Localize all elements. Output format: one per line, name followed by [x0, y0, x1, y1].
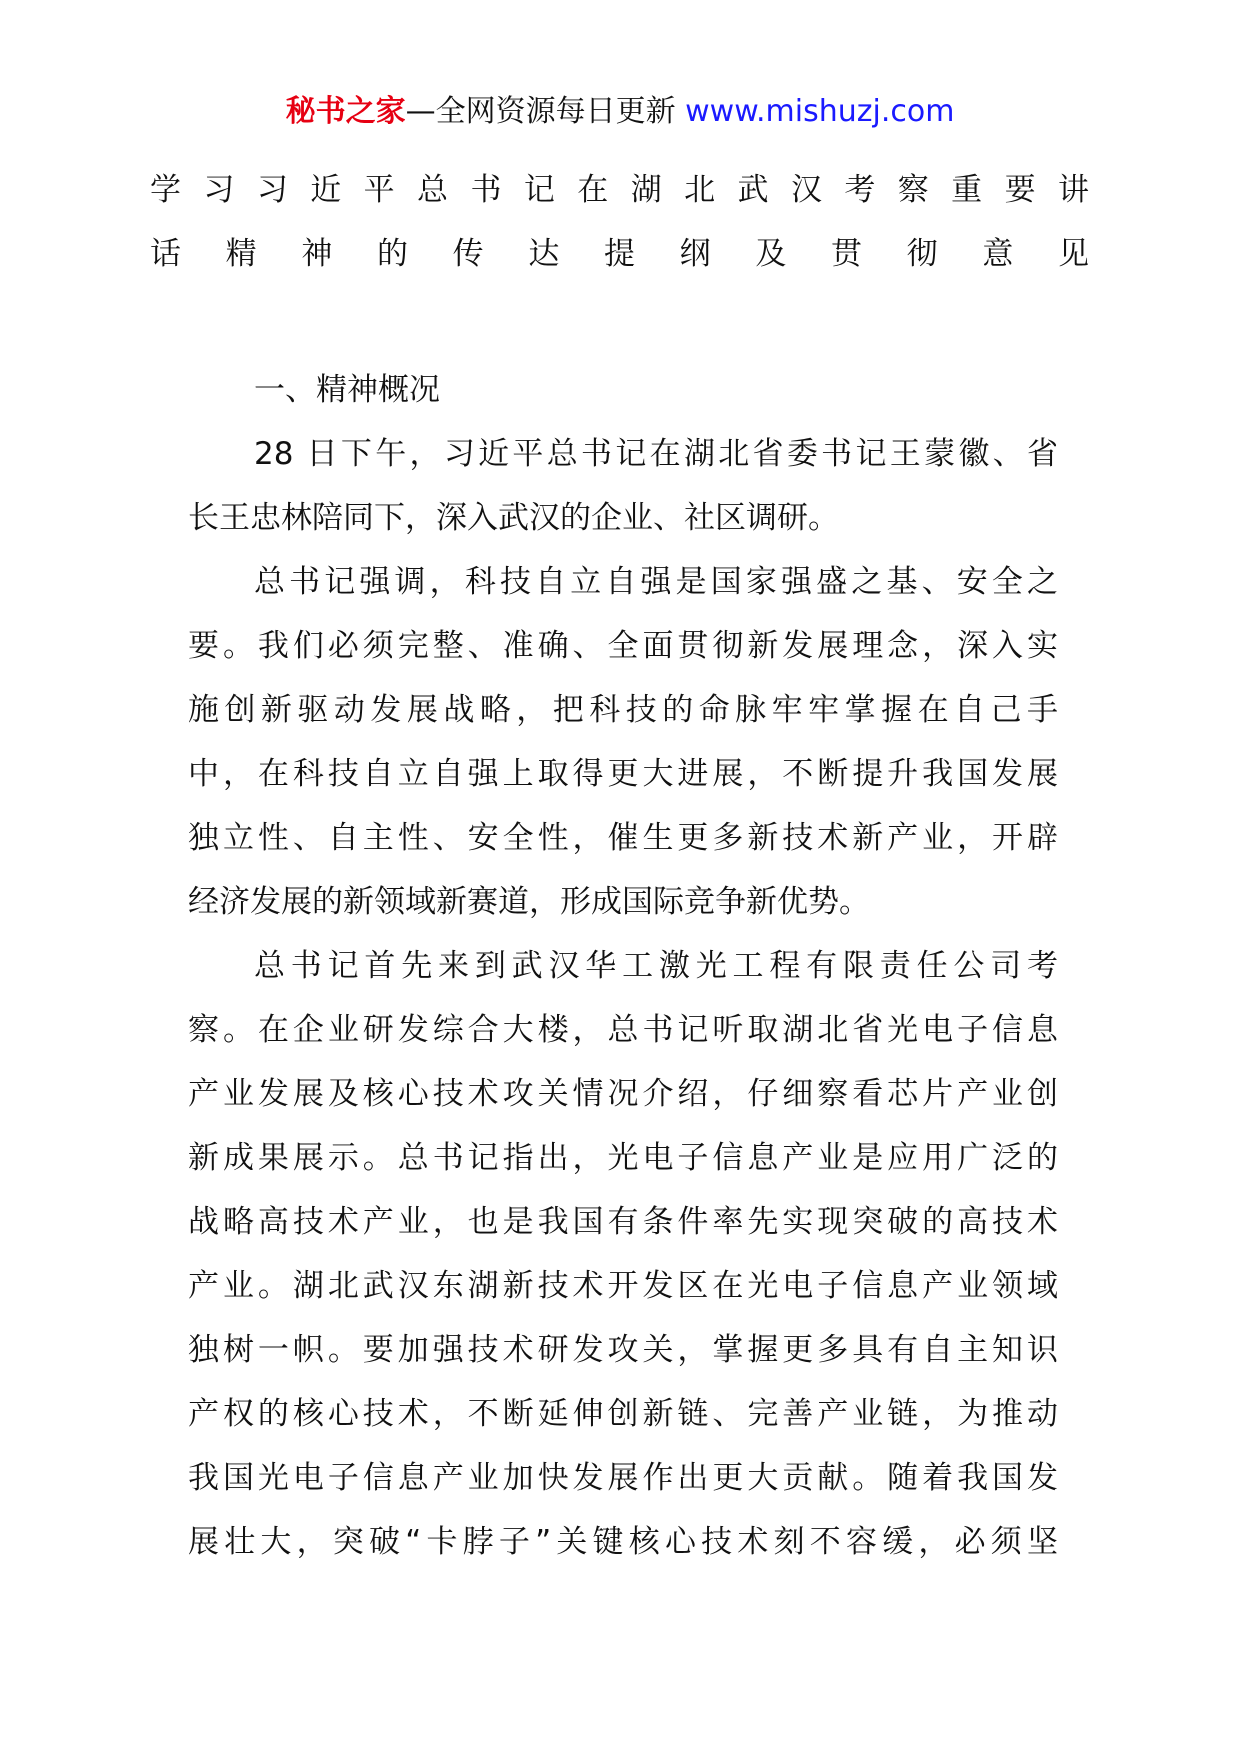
paragraph-line: 总书记强调，科技自立自强是国家强盛之基、安全之: [254, 564, 1058, 600]
paragraph-line: 28 日下午，习近平总书记在湖北省委书记王蒙徽、省: [254, 436, 1058, 472]
paragraph-line: 要。我们必须完整、准确、全面贯彻新发展理念，深入实: [188, 628, 1058, 664]
site-header: [0, 90, 1240, 134]
paragraph-1: [188, 422, 1058, 550]
paragraph-2: [188, 550, 1058, 934]
paragraph-line: 总书记首先来到武汉华工激光工程有限责任公司考: [254, 948, 1058, 984]
paragraph-3: [188, 934, 1058, 1574]
document-title: [150, 158, 1090, 286]
paragraph-line: 展壮大，突破“卡脖子”关键核心技术刻不容缓，必须坚: [188, 1524, 1058, 1560]
paragraph-line: 独立性、自主性、安全性，催生更多新技术新产业，开辟: [188, 820, 1058, 856]
paragraph-line: 中，在科技自立自强上取得更大进展，不断提升我国发展: [188, 756, 1058, 792]
paragraph-line: 经济发展的新领域新赛道，形成国际竞争新优势。: [188, 884, 870, 920]
document-body: [188, 358, 1058, 1574]
section-heading: 一、精神概况: [254, 372, 440, 408]
brand-name: 秘书之家: [285, 94, 406, 129]
paragraph-line: 察。在企业研发综合大楼，总书记听取湖北省光电子信息: [188, 1012, 1058, 1048]
site-url[interactable]: www.mishuzj.com: [685, 94, 955, 129]
paragraph-line: 产业发展及核心技术攻关情况介绍，仔细察看芯片产业创: [188, 1076, 1058, 1112]
title-line: 话精神的传达提纲及贯彻意见: [150, 236, 1090, 272]
paragraph-line: 产业。湖北武汉东湖新技术开发区在光电子信息产业领域: [188, 1268, 1058, 1304]
site-tagline: —全网资源每日更新: [405, 94, 686, 129]
paragraph-line: 战略高技术产业，也是我国有条件率先实现突破的高技术: [188, 1204, 1058, 1240]
paragraph-line: 产权的核心技术，不断延伸创新链、完善产业链，为推动: [188, 1396, 1058, 1432]
paragraph-line: 长王忠林陪同下，深入武汉的企业、社区调研。: [188, 500, 839, 536]
paragraph-line: 新成果展示。总书记指出，光电子信息产业是应用广泛的: [188, 1140, 1058, 1176]
paragraph-line: 独树一帜。要加强技术研发攻关，掌握更多具有自主知识: [188, 1332, 1058, 1368]
paragraph-line: 施创新驱动发展战略，把科技的命脉牢牢掌握在自己手: [188, 692, 1058, 728]
title-line: 学习习近平总书记在湖北武汉考察重要讲: [150, 172, 1090, 208]
paragraph-line: 我国光电子信息产业加快发展作出更大贡献。随着我国发: [188, 1460, 1058, 1496]
